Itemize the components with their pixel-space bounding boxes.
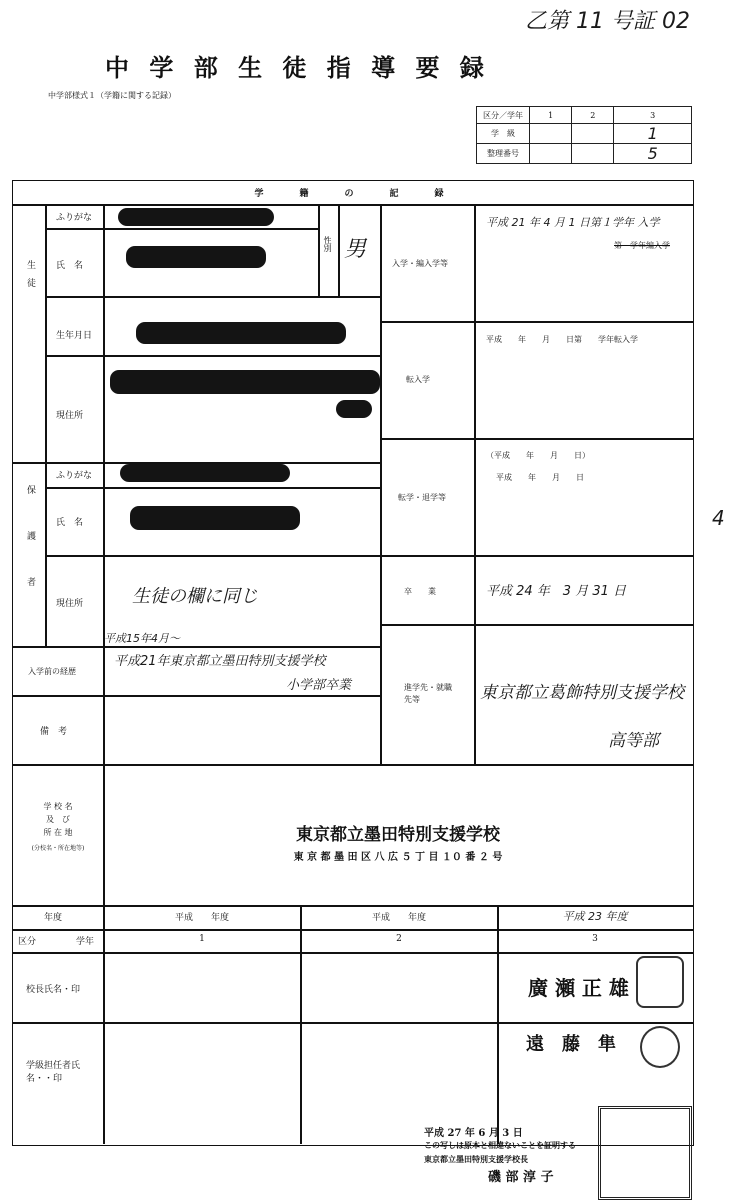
cert-line3: 東京都立墨田特別支援学校長 xyxy=(424,1154,528,1164)
redacted-guardian-furigana xyxy=(120,464,290,482)
admission-label: 入学・編入学等 xyxy=(392,259,448,268)
guardian-address-value: 生徒の欄に同じ xyxy=(132,586,258,607)
class-table: 区分／学年 1 2 3 学 級 1 整理番号 5 xyxy=(476,106,692,164)
year-col-2: 平成 年度 xyxy=(371,913,426,923)
teacher-name: 遠 藤 隼 xyxy=(526,1034,616,1055)
official-seal-icon xyxy=(598,1106,692,1200)
graduation-label: 卒 業 xyxy=(404,587,436,596)
class-table-grade: 学年 xyxy=(507,110,523,120)
prior-history-line2: 平成21年東京都立墨田特別支援学校 xyxy=(114,654,326,669)
exhibit-label: 乙第 11 号証 02 xyxy=(525,9,690,34)
prior-history-label: 入学前の経歴 xyxy=(28,667,76,676)
transfer-in-line: 平成 年 月 日第 学年転入学 xyxy=(486,335,638,344)
guardian-section-label: 保 護 者 xyxy=(25,485,35,600)
class-year-3: 3 xyxy=(614,107,692,124)
teacher-seal-icon xyxy=(640,1026,680,1068)
dob-label: 生年月日 xyxy=(56,331,93,341)
redacted-furigana xyxy=(118,208,274,226)
guardian-furigana-label: ふりがな xyxy=(56,471,93,481)
class-year-2: 2 xyxy=(572,107,614,124)
teacher-label: 学級担任者氏名・・印 xyxy=(26,1061,81,1084)
transfer-out-label: 転学・退学等 xyxy=(398,493,446,502)
number-cell xyxy=(530,144,572,164)
number-cell xyxy=(572,144,614,164)
class-row-label: 学 級 xyxy=(477,124,530,144)
school-name: 東京都立墨田特別支援学校 xyxy=(296,825,500,845)
class-cell xyxy=(572,124,614,144)
form-title: 中 学 部 生 徒 指 導 要 録 xyxy=(105,53,490,82)
number-row-label: 整理番号 xyxy=(477,144,530,164)
class-year-1: 1 xyxy=(530,107,572,124)
sex-value: 男 xyxy=(344,237,367,262)
principal-label: 校長氏名・印 xyxy=(26,985,81,995)
margin-note: 4 xyxy=(712,506,725,530)
admission-line1: 平成 21 年 4 月 1 日第１学年 入学 xyxy=(486,216,660,229)
prior-history-line1: 平成15年4月～ xyxy=(104,632,180,645)
student-section-label: 生 徒 xyxy=(25,260,35,287)
school-label-1: 学 校 名 xyxy=(43,802,73,811)
guardian-address-label: 現住所 xyxy=(56,599,84,609)
cert-line4: 磯 部 淳 子 xyxy=(488,1170,554,1185)
grade-col-3: 3 xyxy=(592,934,598,944)
year-col-1: 平成 年度 xyxy=(174,913,229,923)
redacted-address xyxy=(110,370,380,394)
school-label-2: 及 び xyxy=(46,815,70,824)
number-cell: 5 xyxy=(614,144,692,164)
destination-line2: 高等部 xyxy=(608,731,659,751)
principal-name: 廣 瀬 正 雄 xyxy=(528,976,629,1000)
class-cell xyxy=(530,124,572,144)
student-name-label: 氏 名 xyxy=(56,261,84,271)
year-col-3: 平成 23 年度 xyxy=(562,910,628,923)
transfer-in-label: 転入学 xyxy=(406,375,430,384)
sex-label: 性別 xyxy=(323,236,332,252)
destination-line1: 東京都立葛飾特別支援学校 xyxy=(480,683,684,703)
guardian-name-label: 氏 名 xyxy=(56,518,84,528)
class-table-division: 区分 xyxy=(483,110,499,120)
cert-line1: 平成 27 年 6 月 3 日 xyxy=(424,1128,523,1139)
cert-line2: この写しは原本と相違ないことを証明する xyxy=(424,1140,576,1150)
address-label: 現住所 xyxy=(56,411,84,421)
prior-history-line3: 小学部卒業 xyxy=(286,678,352,693)
year-label: 年度 xyxy=(44,913,63,923)
transfer-out-line1: （平成 年 月 日） xyxy=(486,451,590,460)
section-header: 学 籍 の 記 録 xyxy=(254,189,450,199)
form-subtitle: 中学部様式１（学籍に関する記録） xyxy=(48,91,176,100)
school-labels xyxy=(14,800,102,855)
student-furigana-label: ふりがな xyxy=(56,213,93,223)
destination-label: 進学先・就職先等 xyxy=(404,683,452,704)
remarks-label: 備 考 xyxy=(40,727,68,737)
school-label-3: 所 在 地 xyxy=(43,828,73,837)
principal-seal-icon xyxy=(636,956,684,1008)
grade-col-2: 2 xyxy=(396,934,402,944)
redacted-dob xyxy=(136,322,346,344)
division-label: 区分 xyxy=(18,937,37,947)
redacted-guardian-name xyxy=(130,506,300,530)
redacted-name xyxy=(126,246,266,268)
redacted-address-2 xyxy=(336,400,372,418)
class-cell: 1 xyxy=(614,124,692,144)
admission-line2: 第 学年編入学 xyxy=(614,241,670,250)
graduation-value: 平成 24 年 3 月 31 日 xyxy=(486,584,627,599)
school-address: 東 京 都 墨 田 区 八 広 ５ 丁 目 １０ 番 ２ 号 xyxy=(293,852,503,863)
grade-label: 学年 xyxy=(76,937,95,947)
transfer-out-line2: 平成 年 月 日 xyxy=(496,473,584,482)
school-label-4: (分校名・所在地等) xyxy=(31,845,85,852)
grade-col-1: 1 xyxy=(199,934,205,944)
